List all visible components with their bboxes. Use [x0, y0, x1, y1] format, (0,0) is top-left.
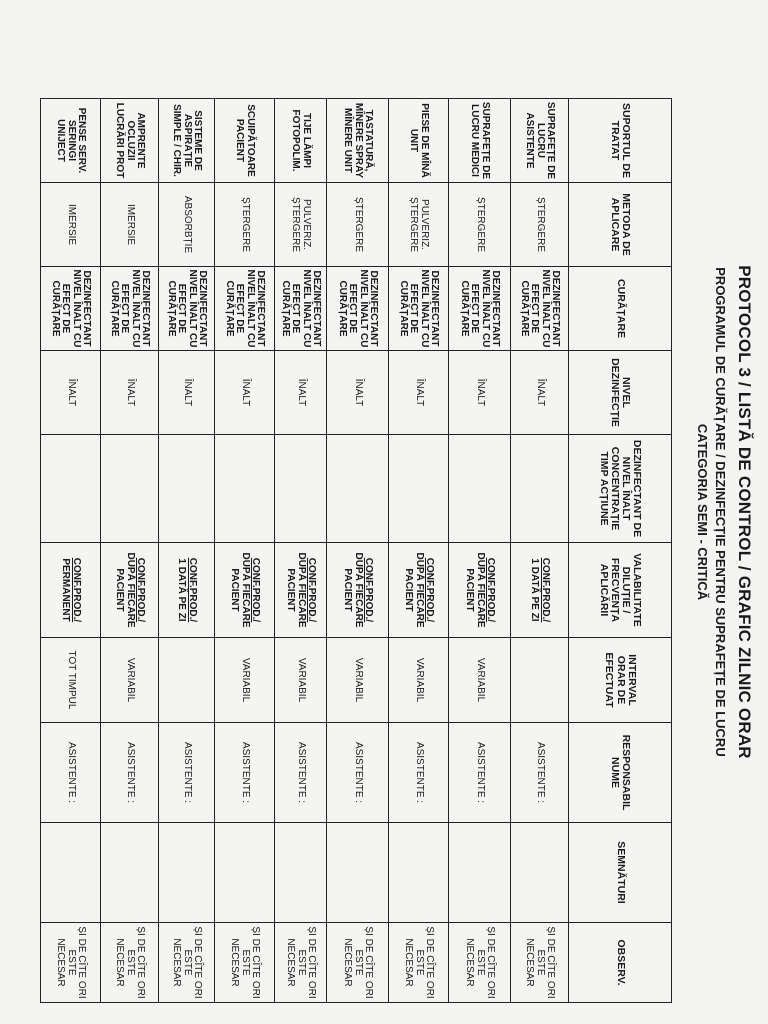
cell-responsabil: ASISTENTE :: [101, 723, 159, 823]
header-metoda: METODA DE APLICARE: [569, 183, 672, 267]
cell-semnaturi: [101, 823, 159, 923]
cell-observ: ȘI DE CÎTE ORI ESTE NECESAR: [275, 923, 327, 1003]
table-row: [389, 99, 449, 1003]
header-semnaturi: SEMNĂTURI: [569, 823, 672, 923]
cell-curatare: DEZINFECTANT NIVEL ÎNALT CU EFECT DE CURĂȚARE: [275, 267, 327, 351]
cell-nivel: ÎNALT: [511, 351, 569, 435]
valab-frequency: 1 DATĂ PE ZI: [529, 558, 541, 622]
cell-observ: ȘI DE CÎTE ORI ESTE NECESAR: [449, 923, 511, 1003]
cell-metoda: PULVERIZ. ȘTERGERE: [389, 183, 449, 267]
cell-suport: SUPRAFEȚE DE LUCRU ASISTENTE: [511, 99, 569, 183]
cell-observ: ȘI DE CÎTE ORI ESTE NECESAR: [511, 923, 569, 1003]
cell-nivel: ÎNALT: [41, 351, 101, 435]
valab-frequency: PERMANENT: [60, 558, 72, 622]
cell-metoda: ȘTERGERE: [511, 183, 569, 267]
header-interval: INTERVAL ORAR DE EFECTUAT: [569, 638, 672, 723]
cell-suport: PENSE SERV. SERINGI UNIJECT: [41, 99, 101, 183]
cell-nivel: ÎNALT: [327, 351, 389, 435]
table-row: [275, 99, 327, 1003]
cell-observ: ȘI DE CÎTE ORI ESTE NECESAR: [41, 923, 101, 1003]
table-row: [159, 99, 215, 1003]
control-table: [40, 98, 672, 1003]
cell-interval: VARIABIL: [449, 638, 511, 723]
cell-interval: VARIABIL: [215, 638, 275, 723]
cell-responsabil: ASISTENTE :: [159, 723, 215, 823]
header-nivel: NIVEL DEZINFECȚIE: [569, 351, 672, 435]
cell-observ: ȘI DE CÎTE ORI ESTE NECESAR: [215, 923, 275, 1003]
header-curatare: CURĂȚARE: [569, 267, 672, 351]
cell-semnaturi: [41, 823, 101, 923]
table-row: [327, 99, 389, 1003]
cell-valabilitate: [511, 543, 569, 638]
cell-responsabil: ASISTENTE :: [275, 723, 327, 823]
valab-frequency: DUPĂ FIECARE PACIENT: [114, 552, 136, 628]
cell-curatare: DEZINFECTANT NIVEL ÎNALT CU EFECT DE CURĂȚARE: [215, 267, 275, 351]
cell-dezinfectant: [327, 435, 389, 543]
cell-suport: PIESE DE MÎNĂ UNIT: [389, 99, 449, 183]
cell-valabilitate: [327, 543, 389, 638]
cell-semnaturi: [215, 823, 275, 923]
cell-suport: SISTEME DE ASPIRAȚIE SIMPLE / CHIR.: [159, 99, 215, 183]
cell-responsabil: ASISTENTE :: [327, 723, 389, 823]
document-subtitle: PROGRAMUL DE CURĂȚARE / DEZINFECȚIE PENTRU SUPRAFEȚE DE LUCRU: [713, 267, 728, 757]
valab-product: CONF.PROD./: [363, 557, 375, 623]
cell-interval: VARIABIL: [275, 638, 327, 723]
cell-valabilitate: [101, 543, 159, 638]
cell-dezinfectant: [449, 435, 511, 543]
valab-product: CONF.PROD./: [71, 557, 82, 623]
cell-nivel: ÎNALT: [449, 351, 511, 435]
cell-nivel: ÎNALT: [215, 351, 275, 435]
cell-interval: [159, 638, 215, 723]
cell-valabilitate: [389, 543, 449, 638]
cell-dezinfectant: [275, 435, 327, 543]
cell-metoda: IMERSIE: [101, 183, 159, 267]
cell-metoda: PULVERIZ. ȘTERGERE: [275, 183, 327, 267]
valab-frequency: 1 DATĂ PE ZI: [176, 558, 188, 622]
cell-interval: VARIABIL: [101, 638, 159, 723]
cell-suport: TIJE LĂMPI FOTOPOLIM.: [275, 99, 327, 183]
cell-dezinfectant: [101, 435, 159, 543]
cell-curatare: DEZINFECTANT NIVEL ÎNALT CU EFECT DE CURĂȚARE: [327, 267, 389, 351]
cell-dezinfectant: [389, 435, 449, 543]
cell-responsabil: ASISTENTE :: [389, 723, 449, 823]
cell-curatare: DEZINFECTANT NIVEL ÎNALT CU EFECT DE CURĂȚARE: [159, 267, 215, 351]
cell-dezinfectant: [511, 435, 569, 543]
valab-frequency: DUPĂ FIECARE PACIENT: [403, 552, 425, 628]
cell-metoda: IMERSIE: [41, 183, 101, 267]
header-suport: SUPORTUL DE TRATAT: [569, 99, 672, 183]
valab-product: CONF.PROD./: [424, 557, 436, 623]
cell-suport: SCUIPĂTOARE PACIENT: [215, 99, 275, 183]
table-row: [101, 99, 159, 1003]
cell-curatare: DEZINFECTANT NIVEL ÎNALT CU EFECT DE CURĂȚARE: [449, 267, 511, 351]
valab-frequency: DUPĂ FIECARE PACIENT: [342, 552, 364, 628]
document-title: PROTOCOL 3 / LISTĂ DE CONTROL / GRAFIC ZILNIC ORAR: [735, 265, 754, 759]
cell-curatare: DEZINFECTANT NIVEL ÎNALT CU EFECT DE CURĂȚARE: [41, 267, 101, 351]
cell-semnaturi: [159, 823, 215, 923]
cell-semnaturi: [449, 823, 511, 923]
cell-nivel: ÎNALT: [159, 351, 215, 435]
cell-semnaturi: [511, 823, 569, 923]
valab-frequency: DUPĂ FIECARE PACIENT: [285, 552, 307, 628]
cell-responsabil: ASISTENTE :: [41, 723, 101, 823]
cell-responsabil: ASISTENTE :: [215, 723, 275, 823]
header-valabilitate: VALABILITATE DILUȚIE / FRECVENȚA APLICĂRII: [569, 543, 672, 638]
document-category: CATEGORIA SEMI - CRITICĂ: [695, 423, 710, 601]
cell-valabilitate: [159, 543, 215, 638]
table-row: [511, 99, 569, 1003]
valab-product: CONF.PROD./: [187, 557, 198, 623]
cell-suport: TASTATURĂ, MÎNERE SPRAY MÎNERE UNIT: [327, 99, 389, 183]
cell-nivel: ÎNALT: [101, 351, 159, 435]
cell-suport: SUPRAFEȚE DE LUCRU MEDICI: [449, 99, 511, 183]
cell-semnaturi: [275, 823, 327, 923]
header-row: [569, 99, 672, 1003]
cell-dezinfectant: [159, 435, 215, 543]
cell-curatare: DEZINFECTANT NIVEL ÎNALT CU EFECT DE CURĂȚARE: [389, 267, 449, 351]
table-row: [449, 99, 511, 1003]
cell-valabilitate: [215, 543, 275, 638]
cell-responsabil: ASISTENTE :: [449, 723, 511, 823]
cell-nivel: ÎNALT: [389, 351, 449, 435]
cell-semnaturi: [389, 823, 449, 923]
cell-observ: ȘI DE CÎTE ORI ESTE NECESAR: [101, 923, 159, 1003]
cell-responsabil: ASISTENTE :: [511, 723, 569, 823]
cell-interval: VARIABIL: [389, 638, 449, 723]
valab-product: CONF.PROD./: [540, 557, 551, 623]
cell-curatare: DEZINFECTANT NIVEL ÎNALT CU EFECT DE CURĂȚARE: [101, 267, 159, 351]
cell-metoda: ȘTERGERE: [449, 183, 511, 267]
cell-curatare: DEZINFECTANT NIVEL ÎNALT CU EFECT DE CURĂȚARE: [511, 267, 569, 351]
cell-valabilitate: [275, 543, 327, 638]
valab-product: CONF.PROD./: [135, 557, 147, 623]
valab-frequency: DUPĂ FIECARE PACIENT: [464, 552, 486, 628]
valab-product: CONF.PROD./: [485, 557, 497, 623]
cell-observ: ȘI DE CÎTE ORI ESTE NECESAR: [327, 923, 389, 1003]
table-row: [215, 99, 275, 1003]
header-observ: OBSERV.: [569, 923, 672, 1003]
cell-observ: ȘI DE CÎTE ORI ESTE NECESAR: [159, 923, 215, 1003]
cell-observ: ȘI DE CÎTE ORI ESTE NECESAR: [389, 923, 449, 1003]
cell-valabilitate: [41, 543, 101, 638]
cell-metoda: ȘTERGERE: [215, 183, 275, 267]
valab-frequency: DUPĂ FIECARE PACIENT: [229, 552, 251, 628]
cell-interval: VARIABIL: [327, 638, 389, 723]
header-dezinfectant: DEZINFECTANT DE NIVEL ÎNALT CONCENTRAȚIE TIMP ACȚIUNE: [569, 435, 672, 543]
cell-semnaturi: [327, 823, 389, 923]
cell-dezinfectant: [41, 435, 101, 543]
cell-dezinfectant: [215, 435, 275, 543]
valab-product: CONF.PROD./: [250, 557, 262, 623]
cell-metoda: ȘTERGERE: [327, 183, 389, 267]
cell-nivel: ÎNALT: [275, 351, 327, 435]
cell-metoda: ABSORBȚIE: [159, 183, 215, 267]
header-responsabil: RESPONSABIL NUME: [569, 723, 672, 823]
table-row: [41, 99, 101, 1003]
cell-suport: AMPRENTE OCLUZII LUCRĂRI PROT: [101, 99, 159, 183]
cell-interval: TOT TIMPUL: [41, 638, 101, 723]
cell-valabilitate: [449, 543, 511, 638]
valab-product: CONF.PROD./: [306, 557, 318, 623]
cell-interval: [511, 638, 569, 723]
